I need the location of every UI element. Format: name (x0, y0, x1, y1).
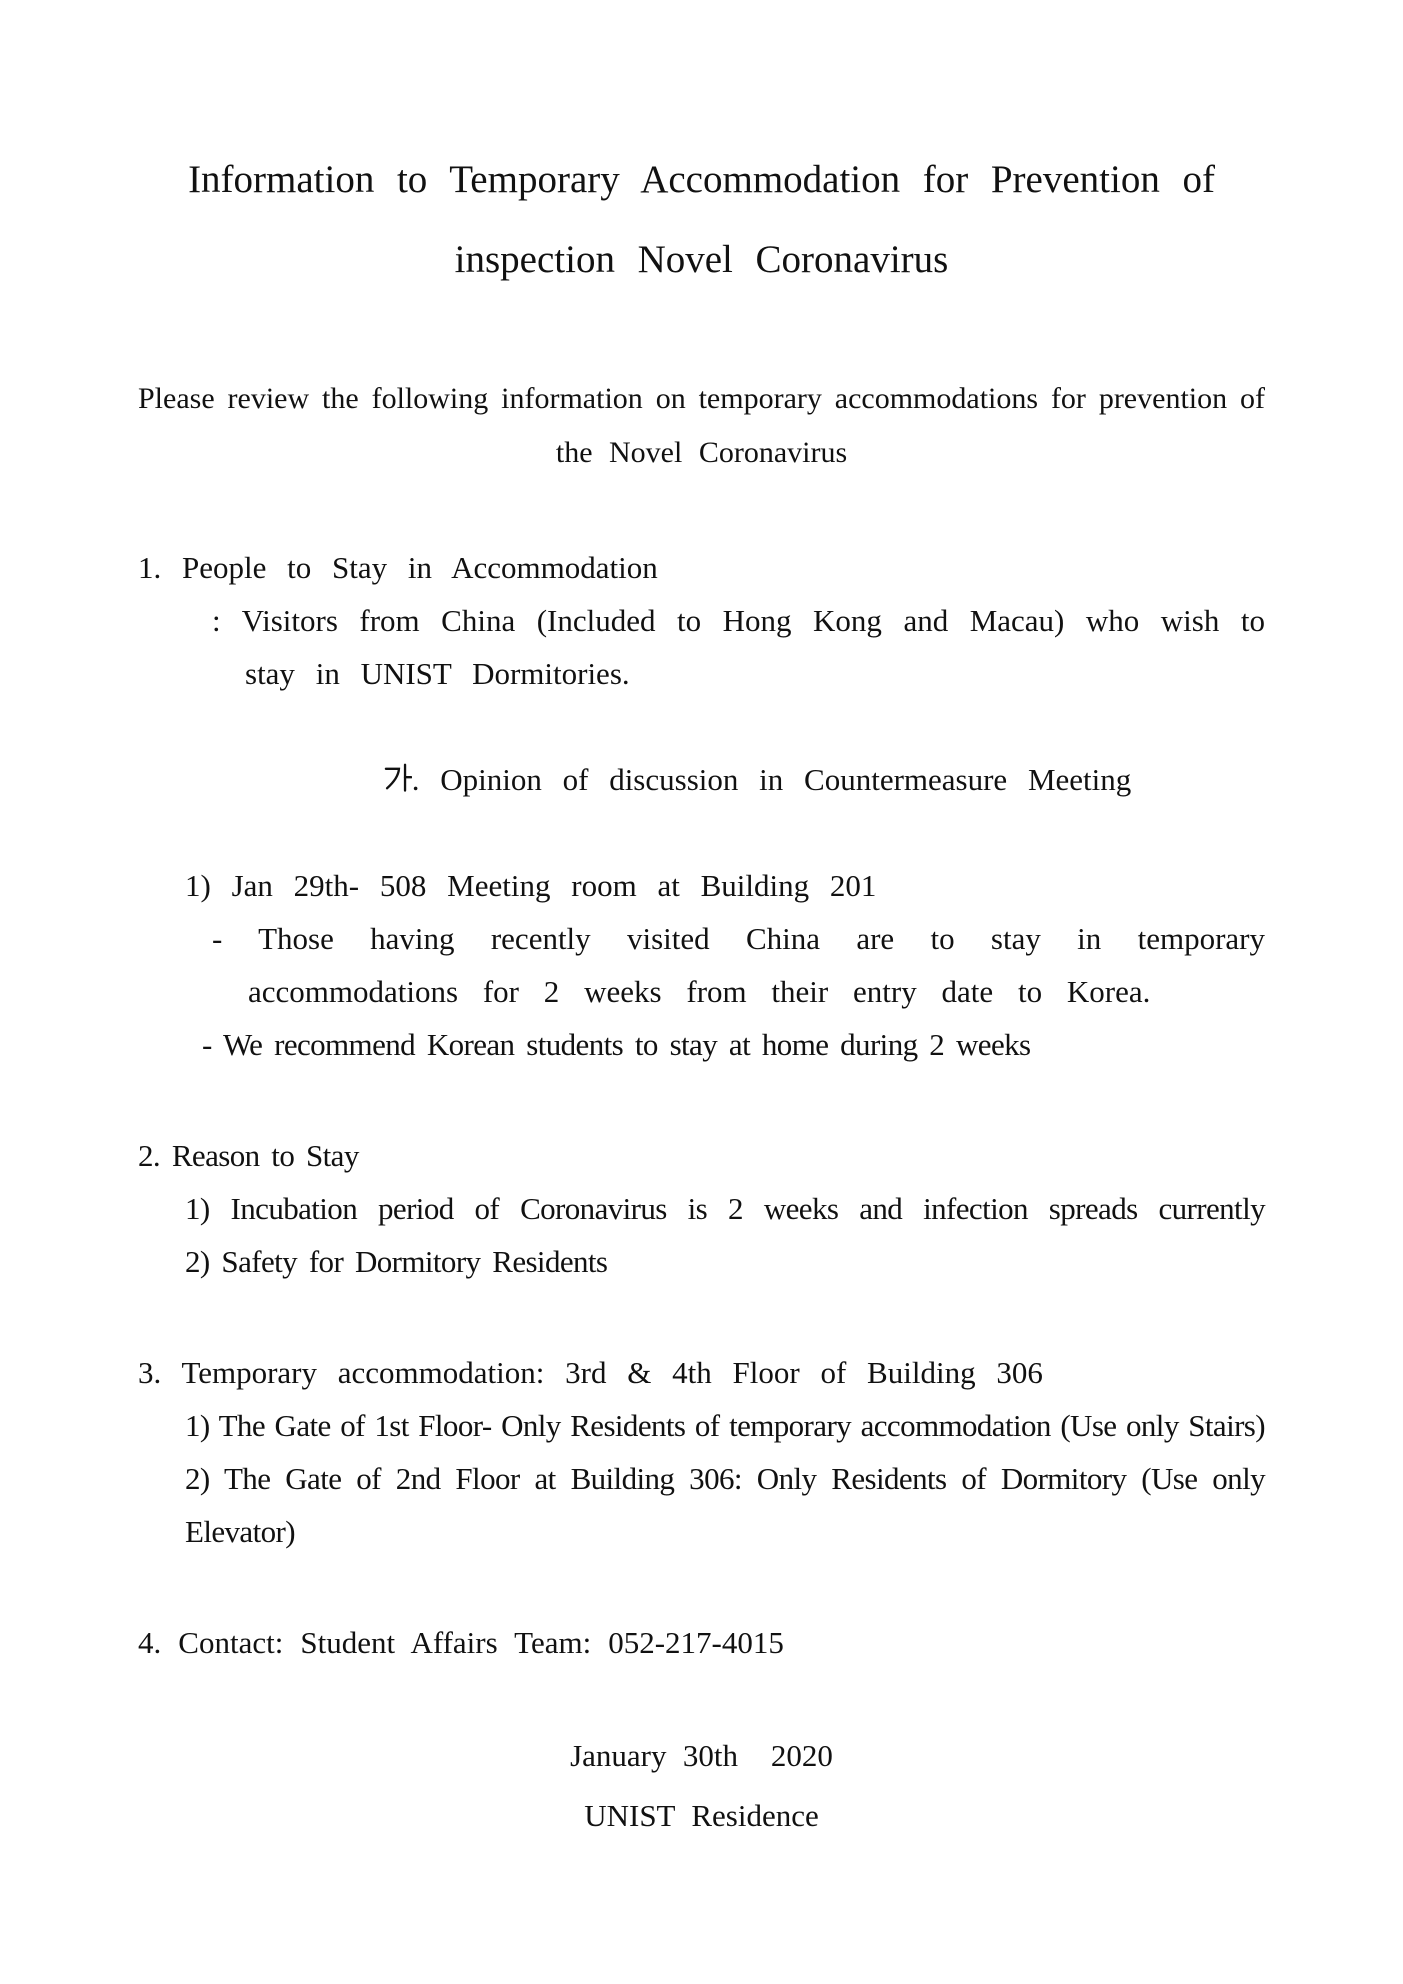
document-footer (138, 1726, 1265, 1846)
intro-line-1: Please review the following information on temporary accommodations for prevention of (138, 382, 1265, 415)
section-temporary-accommodation (138, 1346, 1265, 1558)
gate-2nd-floor-item: 2) The Gate of 2nd Floor at Building 306: Only Residents of Dormitory (Use only Elevator) (185, 1461, 1265, 1549)
section-reason-to-stay (138, 1129, 1265, 1288)
title-line-2: inspection Novel Coronavirus (454, 238, 949, 281)
date-line: January 30th 2020 (570, 1738, 833, 1773)
section-2-heading: 2. Reason to Stay (138, 1138, 359, 1173)
section-1-heading: 1. People to Stay in Accommodation (138, 550, 658, 585)
section-people-to-stay (138, 541, 1265, 1071)
document-body (138, 541, 1265, 1669)
dormitory-safety-item: 2) Safety for Dormitory Residents (185, 1244, 608, 1279)
visitors-line-1: : Visitors from China (Included to Hong Kong and Macau) who wish to (212, 603, 1265, 638)
intro-line-2: the Novel Coronavirus (555, 436, 848, 469)
signature-line: UNIST Residence (584, 1798, 819, 1833)
intro-paragraph (138, 372, 1265, 480)
section-4-heading: 4. Contact: Student Affairs Team: 052-217-4015 (138, 1625, 784, 1660)
document-title (138, 140, 1265, 300)
gate-1st-floor-item: 1) The Gate of 1st Floor- Only Residents of temporary accommodation (Use only Stairs) (185, 1408, 1265, 1443)
incubation-period-item: 1) Incubation period of Coronavirus is 2 weeks and infection spreads currently (185, 1191, 1265, 1226)
section-3-heading: 3. Temporary accommodation: 3rd & 4th Floor of Building 306 (138, 1355, 1043, 1390)
hangul-ga-icon (383, 762, 412, 793)
china-stay-line-1: - Those having recently visited China are to stay in temporary (212, 921, 1265, 956)
title-line-1: Information to Temporary Accommodation for Prevention of (188, 158, 1215, 201)
visitors-line-2: stay in UNIST Dormitories. (245, 656, 630, 691)
china-stay-line-2: accommodations for 2 weeks from their entry date to Korea. (248, 974, 1151, 1009)
korean-students-line: - We recommend Korean students to stay at home during 2 weeks (202, 1027, 1031, 1062)
section-contact (138, 1616, 1265, 1669)
meeting-room-item: 1) Jan 29th- 508 Meeting room at Building 201 (185, 868, 877, 903)
countermeasure-text: . Opinion of discussion in Countermeasure Meeting (411, 762, 1132, 797)
countermeasure-line (175, 700, 1265, 859)
